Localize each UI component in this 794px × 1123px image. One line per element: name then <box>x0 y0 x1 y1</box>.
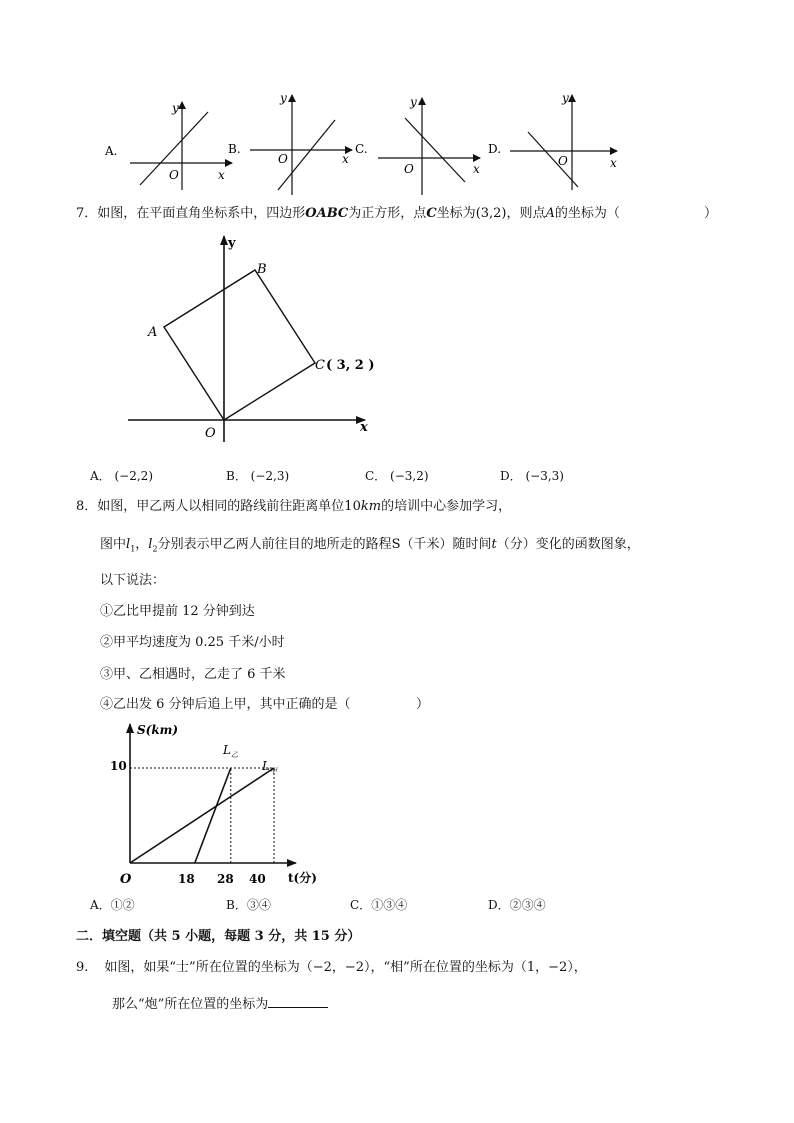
q9-number: 9. <box>76 960 89 975</box>
q8-line2-c: （分）变化的函数图象， <box>496 537 640 552</box>
q8-xtick-40: 40 <box>249 872 266 886</box>
q8-line2-sep: ， <box>135 537 149 552</box>
q8-line2 <box>100 537 640 558</box>
q8-statement-2: ②甲平均速度为 0.25 千米/小时 <box>100 635 285 650</box>
q8-line1-b: 的培训中心参加学习， <box>381 499 512 514</box>
q7-label-x: x <box>360 420 368 435</box>
q8-xlabel: t(分) <box>288 871 317 885</box>
q6-c-y-label: y <box>410 95 417 109</box>
q6-option-c-letter: C. <box>355 142 368 156</box>
q8-series-line-1 <box>130 768 274 863</box>
q7-point-c: C <box>426 206 437 221</box>
q8-axes <box>130 724 296 863</box>
q7-label-a: A <box>148 325 158 340</box>
q9-line1 <box>76 960 587 976</box>
q8-line3: 以下说法： <box>100 573 166 588</box>
q8-label-l-jia: $L_甲$ <box>262 759 277 775</box>
q8-t-var: t <box>491 537 497 552</box>
q6-a-origin: O <box>169 168 179 182</box>
q6-option-a-letter: A. <box>105 144 118 158</box>
q6-graph-b <box>228 91 352 195</box>
q6-c-x-label: x <box>473 162 480 176</box>
q7-label-o: O <box>205 426 216 441</box>
q6-b-y-label: y <box>280 91 287 105</box>
q8-distance-time-graph <box>110 718 317 890</box>
q8-line1-unit: km <box>360 499 382 514</box>
q7-stem-c: 坐标为 <box>436 206 476 221</box>
q8-statement-1: ①乙比甲提前 12 分钟到达 <box>100 604 255 619</box>
section-2-heading: 二．填空题（共 5 小题，每题 3 分，共 15 分） <box>76 929 361 944</box>
q6-a-x-label: x <box>218 168 225 182</box>
q8-l1-sub: 1 <box>130 544 136 554</box>
q6-graph-a <box>104 101 232 190</box>
q8-line2-a: 图中 <box>100 537 127 552</box>
q8-statement-4 <box>100 697 351 713</box>
q8-line1-dist: 10 <box>344 499 361 514</box>
q7-stem <box>76 206 620 222</box>
q6-b-origin: O <box>278 152 288 166</box>
q7-square-figure <box>120 232 380 442</box>
q7-stem-e: 的坐标为（ <box>554 206 620 221</box>
q7-stem-b: 为正方形，点 <box>348 206 427 221</box>
q8-xtick-28: 28 <box>217 872 234 886</box>
q6-graph-c <box>355 95 480 195</box>
q8-ytick-10: 10 <box>110 759 127 773</box>
q8-line1-a: 如图，甲乙两人以相同的路线前往距离单位 <box>97 499 345 514</box>
q7-option-d[interactable]: D． (−3,3) <box>500 469 564 483</box>
q6-a-y-label: y <box>172 101 179 115</box>
q8-option-c[interactable]: C．①③④ <box>350 898 408 912</box>
q9-line2-text: 那么“炮”所在位置的坐标为 <box>112 997 269 1012</box>
q8-l2-sub: 2 <box>152 544 158 554</box>
q6-option-d-letter: D. <box>488 142 502 156</box>
q8-statement-3: ③甲、乙相遇时，乙走了 6 千米 <box>100 667 286 682</box>
q7-number: 7． <box>76 206 98 221</box>
q7-stem-end: ） <box>704 206 718 221</box>
q6-graph-d <box>488 91 617 190</box>
q8-label-l-yi: $L_乙$ <box>223 743 238 759</box>
q8-statement-4-end: ） <box>416 697 430 712</box>
q7-shape: OABC <box>305 206 349 221</box>
q8-origin: O <box>120 872 132 887</box>
q7-label-b: B <box>257 262 267 277</box>
q7-label-c-coord: ( 3, 2 ) <box>326 358 375 373</box>
q8-line1 <box>76 499 511 515</box>
q8-ylabel: S(km) <box>137 723 179 737</box>
q7-option-b[interactable]: B． (−2,3) <box>226 469 290 483</box>
q7-option-c[interactable]: C． (−3,2) <box>365 469 429 483</box>
q8-option-d[interactable]: D．②③④ <box>488 898 546 912</box>
q7-point-a: A <box>545 206 555 221</box>
q8-series <box>130 768 274 863</box>
q9-answer-blank[interactable] <box>268 995 328 1008</box>
q6-c-origin: O <box>404 162 414 176</box>
q7-stem-d: ，则点 <box>506 206 546 221</box>
q7-coord: (3,2) <box>475 206 507 221</box>
q8-l1: l <box>126 537 131 552</box>
q7-option-a[interactable]: A． (−2,2) <box>90 469 154 483</box>
q8-line2-b: 分别表示甲乙两人前往目的地所走的路程S（千米）随时间 <box>157 537 492 552</box>
q8-option-b[interactable]: B．③④ <box>226 898 271 912</box>
q8-number: 8． <box>76 499 98 514</box>
q8-series-line-2 <box>195 768 231 863</box>
q8-chart <box>110 718 317 890</box>
q9-line2 <box>112 995 328 1013</box>
q9-line1-text: 如图，如果“士”所在位置的坐标为（−2，−2），“相”所在位置的坐标为（1，−2）， <box>104 960 587 975</box>
q6-b-x-label: x <box>342 152 349 166</box>
q8-statement-4-text: ④乙出发 6 分钟后追上甲，其中正确的是（ <box>100 697 351 712</box>
q7-figure <box>120 232 380 442</box>
q7-stem-a: 如图，在平面直角坐标系中，四边形 <box>97 206 306 221</box>
q6-option-b-letter: B. <box>228 142 241 156</box>
q6-options <box>100 90 640 200</box>
q6-option-graphs <box>100 90 640 200</box>
q7-label-y: y <box>228 236 236 251</box>
q6-d-origin: O <box>558 154 568 168</box>
q8-option-a[interactable]: A．①② <box>90 898 135 912</box>
q6-d-y-label: y <box>562 91 569 105</box>
q8-l2: l <box>148 537 153 552</box>
q7-label-c: C <box>315 358 325 373</box>
q6-d-x-label: x <box>610 156 617 170</box>
q8-xtick-18: 18 <box>178 872 195 886</box>
